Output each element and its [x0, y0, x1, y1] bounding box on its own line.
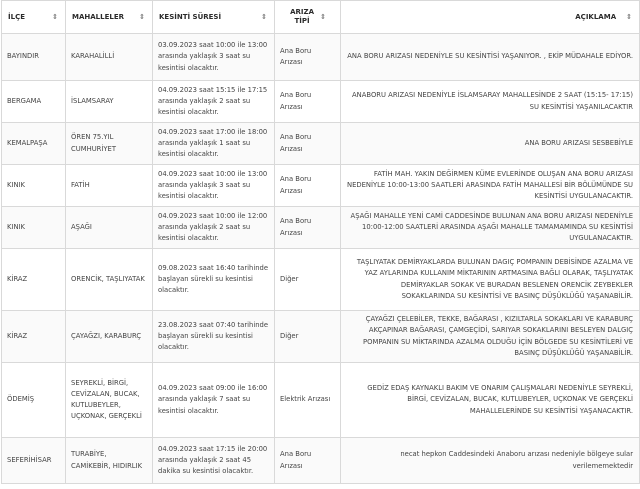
table-row: [2, 249, 640, 311]
cell-ariza-tipi: Ana Boru Arızası: [275, 81, 341, 123]
cell-aciklama: TAŞLIYATAK DEMİRYAKLARDA BULUNAN DAGIÇ POMPANIN DEBİSİNDE AZALMA VE YAZ AYLARINDA KULLANIM MİKTARININ ARTMASINA BAĞLI OLARAK, TAŞLIYATAK DEMİRYAKLAR SOKAK VE BURADAN BESLENEN ORENCİK ZEYBEKLER SOKAKLARINDA SU KESİNTİSİ VE BASINÇ DÜŞÜKLÜĞÜ YAŞANABİLİR.: [341, 249, 640, 311]
cell-ariza-tipi: Diğer: [275, 249, 341, 311]
cell-aciklama: GEDİZ EDAŞ KAYNAKLI BAKIM VE ONARIM ÇALIŞMALARI NEDENİYLE SEYREKLİ, BİRGİ, CEVİZALAN, BUCAK, KUTLUBEYLER, UÇKONAK VE GERÇEKLİ MAHALLELERİNDE SU KESİNTİSİ YAŞANACAKTIR.: [341, 363, 640, 438]
column-header-label: ARIZA TİPİ: [290, 8, 315, 25]
cell-aciklama: FATİH MAH. YAKIN DEĞİRMEN KÜME EVLERİNDE OLUŞAN ANA BORU ARIZASI NEDENİYLE 10:00-13:00 SAATLERİ ARASINDA FATİH MAHALLESİ BİR BÖLÜMÜNDE SU KESİNTİSİ UYGULANACAKTIR.: [341, 165, 640, 207]
cell-ilce: KINIK: [2, 165, 66, 207]
cell-kesinti-suresi: 04.09.2023 saat 10:00 ile 12:00 arasında yaklaşık 2 saat su kesintisi olacaktır.: [153, 207, 275, 249]
table-row: [2, 207, 640, 249]
cell-mahalle: TURABİYE, CAMİKEBİR, HIDIRLIK: [66, 438, 153, 484]
cell-mahalle: ORENCİK, TAŞLIYATAK: [66, 249, 153, 311]
cell-kesinti-suresi: 04.09.2023 saat 09:00 ile 16:00 arasında yaklaşık 7 saat su kesintisi olacaktır.: [153, 363, 275, 438]
column-header-aciklama[interactable]: [341, 1, 640, 34]
sort-icon[interactable]: ⇕: [139, 12, 145, 21]
table-row: [2, 438, 640, 484]
cell-kesinti-suresi: 09.08.2023 saat 16:40 tarihinde başlayan sürekli su kesintisi olacaktır.: [153, 249, 275, 311]
cell-mahalle: KARAHALİLLİ: [66, 34, 153, 81]
column-header-label: KESİNTİ SÜRESİ: [159, 13, 222, 21]
cell-aciklama: ANABORU ARIZASI NEDENİYLE İSLAMSARAY MAHALLESİNDE 2 SAAT (15:15- 17:15) SU KESİNTİSİ YAŞANILACAKTIR: [341, 81, 640, 123]
cell-ilce: KINIK: [2, 207, 66, 249]
sort-icon[interactable]: ⇕: [261, 12, 267, 21]
cell-mahalle: İSLAMSARAY: [66, 81, 153, 123]
cell-kesinti-suresi: 04.09.2023 saat 10:00 ile 13:00 arasında yaklaşık 3 saat su kesintisi olacaktır.: [153, 165, 275, 207]
table-row: [2, 311, 640, 363]
cell-aciklama: AŞAĞI MAHALLE YENİ CAMİ CADDESİNDE BULUNAN ANA BORU ARIZASI NEDENİYLE 10:00-12:00 SAATLERİ ARASINDA AŞAĞI MAHALLE TAMAMAMINDA SU KESİNTİSİ UYGULANACAKTIR.: [341, 207, 640, 249]
cell-mahalle: SEYREKLİ, BİRGİ, CEVİZALAN, BUCAK, KUTLUBEYLER, UÇKONAK, GERÇEKLİ: [66, 363, 153, 438]
column-header-label: İLÇE: [8, 13, 25, 21]
cell-ariza-tipi: Diğer: [275, 311, 341, 363]
cell-ariza-tipi: Ana Boru Arızası: [275, 34, 341, 81]
cell-kesinti-suresi: 04.09.2023 saat 15:15 ile 17:15 arasında yaklaşık 2 saat su kesintisi olacaktır.: [153, 81, 275, 123]
cell-kesinti-suresi: 03.09.2023 saat 10:00 ile 13:00 arasında yaklaşık 3 saat su kesintisi olacaktır.: [153, 34, 275, 81]
table-row: [2, 165, 640, 207]
cell-mahalle: AŞAĞI: [66, 207, 153, 249]
cell-ariza-tipi: Elektrik Arızası: [275, 363, 341, 438]
table-row: [2, 81, 640, 123]
table-row: [2, 123, 640, 165]
table-header-row: [2, 1, 640, 34]
cell-ariza-tipi: Ana Boru Arızası: [275, 123, 341, 165]
cell-ilce: KİRAZ: [2, 249, 66, 311]
cell-kesinti-suresi: 04.09.2023 saat 17:00 ile 18:00 arasında yaklaşık 1 saat su kesintisi olacaktır.: [153, 123, 275, 165]
cell-ilce: BERGAMA: [2, 81, 66, 123]
sort-icon[interactable]: ⇕: [320, 12, 326, 21]
cell-ilce: SEFERİHİSAR: [2, 438, 66, 484]
column-header-kesinti-suresi[interactable]: [153, 1, 275, 34]
column-header-label: AÇIKLAMA: [575, 13, 617, 21]
table-row: [2, 363, 640, 438]
cell-ilce: KEMALPAŞA: [2, 123, 66, 165]
water-outage-table: [1, 0, 640, 484]
cell-kesinti-suresi: 23.08.2023 saat 07:40 tarihinde başlayan sürekli su kesintisi olacaktır.: [153, 311, 275, 363]
column-header-ariza-tipi[interactable]: [275, 1, 341, 34]
sort-icon[interactable]: ⇕: [626, 12, 632, 21]
cell-ilce: BAYINDIR: [2, 34, 66, 81]
cell-aciklama: ÇAYAĞZI ÇELEBİLER, TEKKE, BAĞARASI , KIZILTARLA SOKAKLARI VE KARABURÇ AKÇAPINAR BAĞARASI, ÇAMGEÇİDİ, SARIYAR SOKAKLARINI BESLEYEN DALGIÇ POMPANIN SU MİKTARINDA AZALMA OLDUĞU İÇİN BÖLGEDE SU KESİNTİLERİ VE BASINÇ DÜŞÜKLÜĞÜ YAŞANABİLİR.: [341, 311, 640, 363]
column-header-mahalleler[interactable]: [66, 1, 153, 34]
cell-aciklama: ANA BORU ARIZASI NEDENİYLE SU KESİNTİSİ YAŞANIYOR. , EKİP MÜDAHALE EDİYOR.: [341, 34, 640, 81]
cell-aciklama: ANA BORU ARIZASI SESBEBİYLE: [341, 123, 640, 165]
cell-kesinti-suresi: 04.09.2023 saat 17:15 ile 20:00 arasında yaklaşık 2 saat 45 dakika su kesintisi olacaktır.: [153, 438, 275, 484]
cell-mahalle: ÇAYAĞZI, KARABURÇ: [66, 311, 153, 363]
cell-ilce: KİRAZ: [2, 311, 66, 363]
cell-mahalle: FATİH: [66, 165, 153, 207]
cell-mahalle: ÖREN 75.YIL CUMHURİYET: [66, 123, 153, 165]
table-row: [2, 34, 640, 81]
cell-ariza-tipi: Ana Boru Arızası: [275, 207, 341, 249]
cell-ariza-tipi: Ana Boru Arızası: [275, 165, 341, 207]
cell-ariza-tipi: Ana Boru Arızası: [275, 438, 341, 484]
column-header-ilce[interactable]: [2, 1, 66, 34]
cell-aciklama: necat hepkon Caddesindeki Anaboru arızası nedeniyle bölgeye sular verilememektedir: [341, 438, 640, 484]
cell-ilce: ÖDEMİŞ: [2, 363, 66, 438]
sort-icon[interactable]: ⇕: [52, 12, 58, 21]
column-header-label: MAHALLELER: [72, 13, 124, 21]
